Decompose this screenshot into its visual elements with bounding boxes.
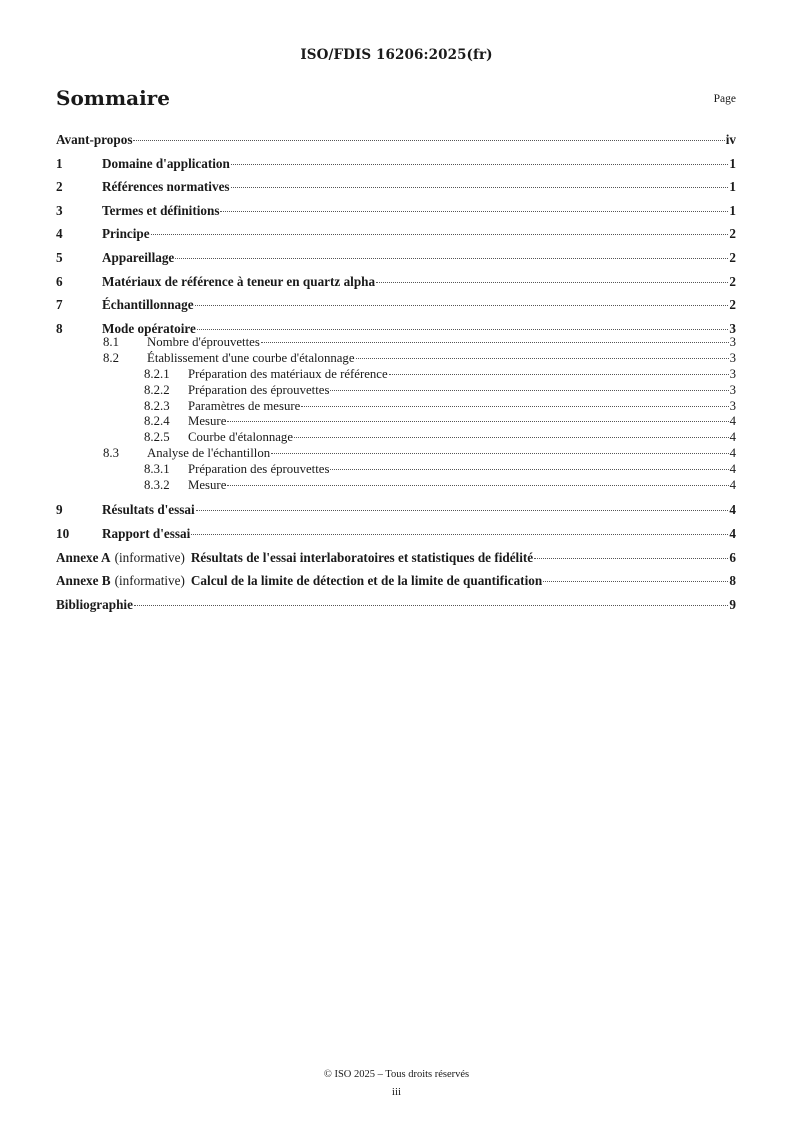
toc-entry-page: 4 [729,502,736,518]
toc-annex-label: Annexe B [56,573,111,589]
toc-entry-number: 3 [56,202,63,218]
toc-leader-dots [534,557,728,559]
toc-entry-page: 1 [729,179,736,195]
toc-entry-page: 4 [729,461,736,476]
toc-entry-page: 2 [729,249,736,265]
toc-entry[interactable] [56,270,736,294]
toc-leader-dots [356,357,729,359]
toc-entry-page: 1 [729,155,736,171]
toc-title-row [56,86,736,114]
toc-entry[interactable] [56,293,736,317]
toc-leader-dots [227,420,728,422]
toc-entry-number: 5 [56,249,63,265]
toc-entry[interactable] [56,478,736,494]
toc-entry-page: 6 [729,549,736,565]
toc-leader-dots [271,452,728,454]
toc-entry-title: Appareillage [102,249,175,265]
document-identifier: ISO/FDIS 16206:2025(fr) [300,47,493,63]
toc-entry-number: 8.3.1 [144,461,170,476]
toc-leader-dots [231,186,729,188]
toc-entry[interactable] [56,335,736,351]
toc-entry-page: 4 [729,477,736,492]
toc-entry-page: 3 [729,382,736,397]
toc-entry-page: 4 [729,430,736,445]
toc-entry-number: 9 [56,502,63,518]
toc-title: Sommaire [56,86,170,110]
toc-entry-number: 8.2.1 [144,366,170,381]
toc-leader-dots [543,580,728,582]
toc-entry-title: Échantillonnage [102,297,194,313]
toc-entry-number: 8.2.2 [144,382,170,397]
toc-entry-number: 1 [56,155,63,171]
toc-entry-number: 10 [56,525,70,541]
toc-leader-dots [330,389,728,391]
toc-entry-title: Avant-propos [56,132,133,147]
toc-entry-page: 8 [729,573,736,589]
toc-leader-dots [301,405,728,407]
copyright-notice: © ISO 2025 – Tous droits réservés [323,1069,470,1080]
toc-entry-title: Préparation des éprouvettes [188,461,330,476]
toc-entry-title: Mesure [188,477,227,492]
toc-entry-number: 8.2 [103,351,119,366]
toc-entry-page: 3 [729,320,736,336]
toc-leader-dots [133,139,724,141]
toc-entry[interactable] [56,414,736,430]
toc-entry[interactable] [56,498,736,522]
toc-entry-title: Rapport d'essai [102,525,191,541]
toc-entry-page: 3 [729,398,736,413]
toc-entry[interactable] [56,399,736,415]
toc-entry-page: 2 [729,226,736,242]
toc-entry-page: 4 [729,445,736,460]
toc-leader-dots [175,257,728,259]
toc-entry-page: 3 [729,351,736,366]
toc-entry-number: 6 [56,273,63,289]
toc-entry-number: 8.3.2 [144,477,170,492]
toc-entry-title: Références normatives [102,179,230,195]
toc-entry-title: Domaine d'application [102,155,230,171]
page-column-label: Page [713,93,736,105]
toc-leader-dots [294,436,729,438]
toc-leader-dots [191,533,728,535]
toc-entry-number: 8.2.3 [144,398,170,413]
toc-entry-number: 2 [56,179,63,195]
toc-annex-info: (informative) [114,573,185,589]
toc-entry-title: Principe [102,226,150,242]
toc-entry-number: 8.3 [103,445,119,460]
toc-entry[interactable] [56,446,736,462]
toc-entry-page: 1 [729,202,736,218]
toc-entry-title: Résultats d'essai [102,502,195,518]
toc-entry-number: 4 [56,226,63,242]
toc-leader-dots [197,328,729,330]
toc-entry[interactable] [56,351,736,367]
toc-entry[interactable] [56,522,736,546]
toc-entry[interactable] [56,175,736,199]
toc-leader-dots [195,304,729,306]
toc-leader-dots [196,509,729,511]
toc-entry-title: Établissement d'une courbe d'étalonnage [147,351,355,366]
toc-entry[interactable] [56,152,736,176]
toc-leader-dots [227,484,728,486]
toc-entry-title: Paramètres de mesure [188,398,301,413]
toc-annex-info: (informative) [114,549,185,565]
toc-entry-title: Résultats de l'essai interlaboratoires et statistiques de fidélité [190,549,534,565]
toc-entry-page: iv [725,132,736,147]
toc-entry-page: 3 [729,335,736,350]
toc-entry-page: 4 [729,414,736,429]
toc-entry[interactable] [56,462,736,478]
toc-entry[interactable] [56,246,736,270]
toc-entry-title: Bibliographie [56,596,133,612]
toc-entry-page: 2 [729,297,736,313]
toc-annex-label: Annexe A [56,549,111,565]
toc-leader-dots [389,373,729,375]
table-of-contents [56,128,736,616]
toc-entry-page: 3 [729,366,736,381]
toc-entry-page: 4 [729,525,736,541]
toc-entry-title: Matériaux de référence à teneur en quartz alpha [102,273,376,289]
page-number: iii [391,1086,402,1098]
toc-leader-dots [134,604,728,606]
toc-entry-title: Préparation des éprouvettes [188,382,330,397]
toc-entry-title: Courbe d'étalonnage [188,430,293,445]
toc-entry-page: 9 [729,596,736,612]
toc-entry-title: Termes et définitions [102,202,220,218]
toc-leader-dots [220,210,728,212]
toc-entry-number: 8 [56,320,63,336]
toc-entry-page: 2 [729,273,736,289]
toc-leader-dots [261,341,729,343]
toc-entry[interactable] [56,367,736,383]
toc-entry-title: Préparation des matériaux de référence [188,366,388,381]
toc-entry-title: Mesure [188,414,227,429]
toc-entry-title: Mode opératoire [102,320,196,336]
toc-leader-dots [231,163,729,165]
toc-entry-number: 7 [56,297,63,313]
toc-entry[interactable] [56,593,736,617]
toc-entry[interactable] [56,430,736,446]
toc-entry[interactable] [56,569,736,593]
toc-leader-dots [330,468,728,470]
toc-entry-title: Analyse de l'échantillon [147,445,271,460]
toc-entry[interactable] [56,222,736,246]
toc-entry[interactable] [56,128,736,152]
toc-entry-number: 8.2.5 [144,430,170,445]
toc-entry[interactable] [56,199,736,223]
toc-entry[interactable] [56,383,736,399]
toc-entry-title: Nombre d'éprouvettes [147,335,260,350]
toc-leader-dots [376,281,728,283]
toc-entry-number: 8.1 [103,335,119,350]
toc-entry-title: Calcul de la limite de détection et de la limite de quantification [190,573,543,589]
toc-entry[interactable] [56,546,736,570]
toc-leader-dots [151,233,729,235]
toc-entry-number: 8.2.4 [144,414,170,429]
